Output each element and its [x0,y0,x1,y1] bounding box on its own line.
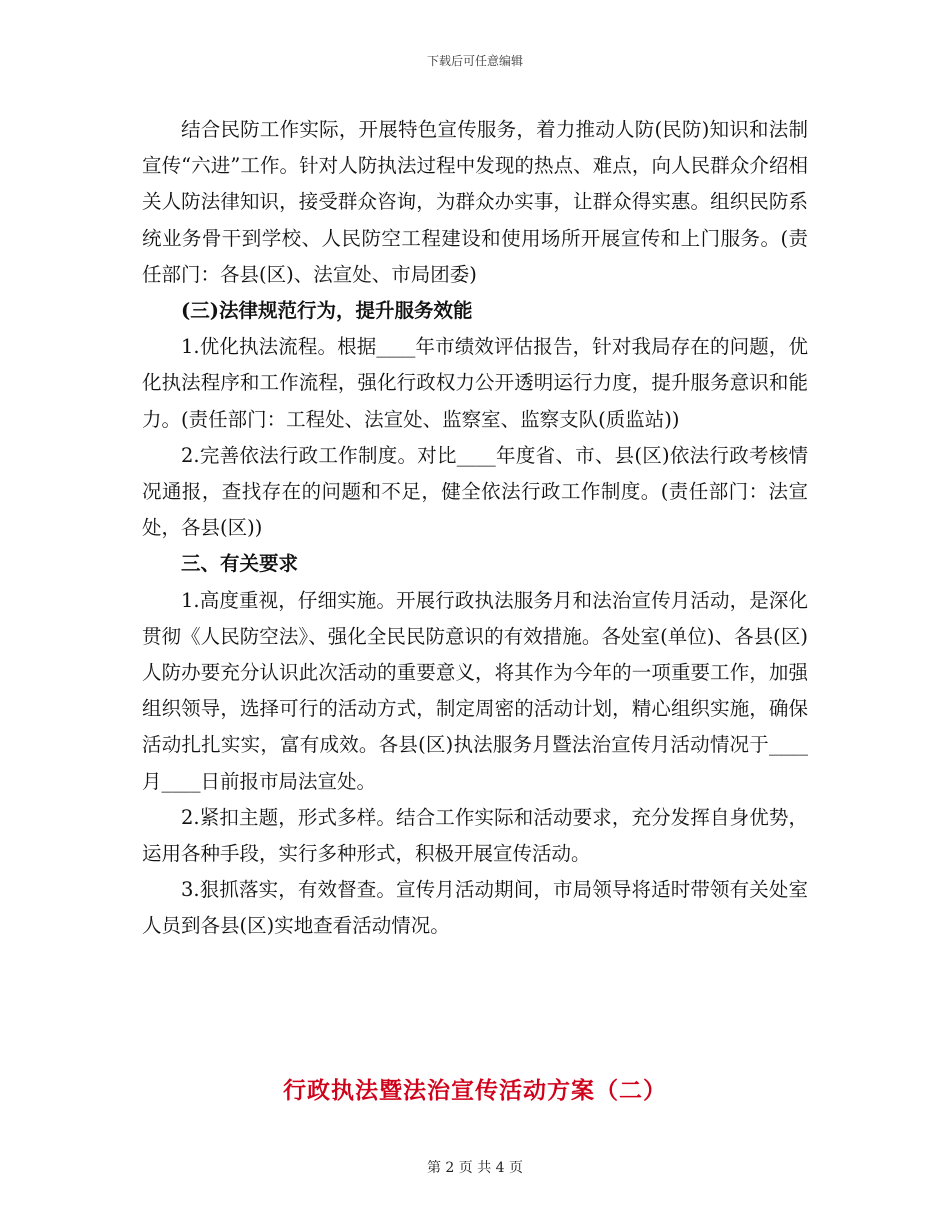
document-body [142,112,808,945]
paragraph: 1.高度重视，仔细实施。开展行政执法服务月和法治宣传月活动，是深化贯彻《人民防空法》、强化全民民防意识的有效措施。各处室(单位)、各县(区)人防办要充分认识此次活动的重要意义，将其作为今年的一项重要工作，加强组织领导，选择可行的活动方式，制定周密的活动计划，精心组织实施，确保活动扎扎实实，富有成效。各县(区)执法服务月暨法治宣传月活动情况于____月____日前报市局法宣处。 [142,588,808,793]
section-heading: (三)法律规范行为，提升服务效能 [181,299,473,323]
section-heading: 三、有关要求 [181,552,299,576]
paragraph: 2.紧扣主题，形式多样。结合工作实际和活动要求，充分发挥自身优势，运用各种手段，实行多种形式，积极开展宣传活动。 [142,805,808,866]
paragraph: 结合民防工作实际，开展特色宣传服务，着力推动人防(民防)知识和法制宣传“六进”工作。针对人防执法过程中发现的热点、难点，向人民群众介绍相关人防法律知识，接受群众咨询，为群众办实事，让群众得实惠。组织民防系统业务骨干到学校、人民防空工程建设和使用场所开展宣传和上门服务。(责任部门：各县(区)、法宣处、市局团委) [142,118,808,286]
paragraph: 1.优化执法流程。根据____年市绩效评估报告，针对我局存在的问题，优化执法程序和工作流程，强化行政权力公开透明运行力度，提升服务意识和能力。(责任部门：工程处、法宣处、监察室、监察支队(质监站)) [142,335,808,431]
paragraph: 3.狠抓落实，有效督查。宣传月活动期间，市局领导将适时带领有关处室人员到各县(区)实地查看活动情况。 [142,878,808,938]
document-title: 行政执法暨法治宣传活动方案（二） [283,1077,667,1104]
paragraph: 2.完善依法行政工作制度。对比____年度省、市、县(区)依法行政考核情况通报，查找存在的问题和不足，健全依法行政工作制度。(责任部门：法宣处，各县(区)) [142,443,808,540]
page-header: 下载后可任意编辑 [426,54,523,68]
page-footer: 第 2 页 共 4 页 [426,1160,524,1176]
